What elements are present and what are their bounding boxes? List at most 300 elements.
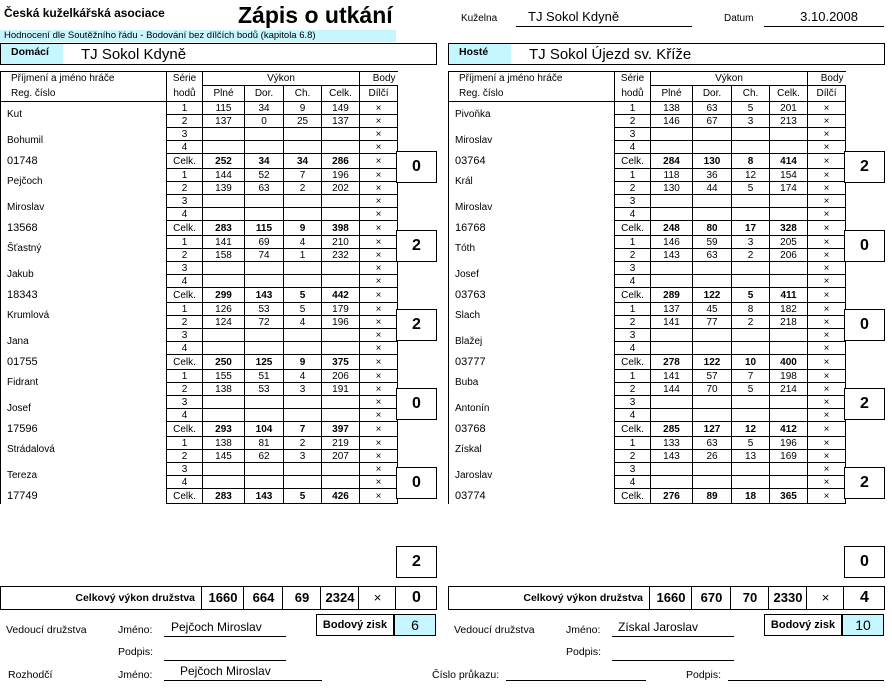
- serie-ch-cell[interactable]: [732, 409, 770, 422]
- total-dor-cell[interactable]: 122: [693, 288, 732, 303]
- serie-dor-cell[interactable]: [245, 463, 284, 476]
- player-surname: Kut: [1, 102, 167, 128]
- total-ch-cell[interactable]: 5: [284, 489, 322, 504]
- serie-plne-cell[interactable]: [651, 476, 693, 489]
- player-surname: Pejčoch: [1, 169, 167, 195]
- serie-plne-cell[interactable]: 145: [203, 450, 245, 463]
- dilci-cell: ×: [808, 195, 846, 208]
- serie-celk-cell[interactable]: [770, 463, 808, 476]
- serie-dor-cell[interactable]: 44: [693, 182, 732, 195]
- serie-celk-cell[interactable]: [770, 329, 808, 342]
- serie-celk-cell[interactable]: [770, 476, 808, 489]
- total-celk-cell[interactable]: 286: [322, 154, 360, 169]
- serie-ch-cell[interactable]: 13: [732, 450, 770, 463]
- serie-dor-cell[interactable]: [245, 262, 284, 275]
- player-surname: Slach: [449, 303, 615, 329]
- serie-number: 1: [615, 370, 651, 383]
- serie-ch-cell[interactable]: [284, 476, 322, 489]
- serie-number: 3: [167, 128, 203, 141]
- serie-number: 1: [167, 437, 203, 450]
- serie-plne-cell[interactable]: 141: [203, 236, 245, 249]
- total-dor-cell[interactable]: 125: [245, 355, 284, 370]
- serie-plne-cell[interactable]: 144: [203, 169, 245, 182]
- total-celk-cell[interactable]: 426: [322, 489, 360, 504]
- serie-dor-cell[interactable]: [693, 329, 732, 342]
- serie-number: 3: [167, 195, 203, 208]
- serie-ch-cell[interactable]: [732, 396, 770, 409]
- serie-ch-cell[interactable]: [284, 329, 322, 342]
- serie-dor-cell[interactable]: 63: [693, 249, 732, 262]
- serie-ch-cell[interactable]: 12: [732, 169, 770, 182]
- serie-plne-cell[interactable]: [651, 275, 693, 288]
- serie-ch-cell[interactable]: 5: [732, 437, 770, 450]
- serie-plne-cell[interactable]: 146: [651, 236, 693, 249]
- serie-plne-cell[interactable]: 115: [203, 102, 245, 115]
- serie-dor-cell[interactable]: [245, 128, 284, 141]
- serie-number: 4: [167, 141, 203, 154]
- serie-celk-cell[interactable]: 205: [770, 236, 808, 249]
- serie-plne-cell[interactable]: [651, 141, 693, 154]
- total-ch-cell[interactable]: 5: [732, 288, 770, 303]
- dilci-cell: ×: [808, 355, 846, 370]
- total-dor-cell[interactable]: 80: [693, 221, 732, 236]
- serie-dor-cell[interactable]: 62: [245, 450, 284, 463]
- serie-ch-cell[interactable]: [732, 275, 770, 288]
- serie-celk-cell[interactable]: 198: [770, 370, 808, 383]
- total-ch-cell[interactable]: 7: [284, 422, 322, 437]
- serie-celk-cell[interactable]: [322, 208, 360, 221]
- total-plne-cell[interactable]: 289: [651, 288, 693, 303]
- serie-ch-cell[interactable]: 5: [732, 182, 770, 195]
- serie-dor-cell[interactable]: [245, 141, 284, 154]
- serie-dor-cell[interactable]: [693, 476, 732, 489]
- serie-dor-cell[interactable]: [245, 275, 284, 288]
- total-plne-cell[interactable]: 252: [203, 154, 245, 169]
- serie-ch-cell[interactable]: [284, 128, 322, 141]
- serie-dor-cell[interactable]: [693, 409, 732, 422]
- player-firstname: Jaroslav: [449, 463, 615, 489]
- serie-plne-cell[interactable]: 146: [651, 115, 693, 128]
- serie-dor-cell[interactable]: [693, 141, 732, 154]
- serie-plne-cell[interactable]: 138: [651, 102, 693, 115]
- total-ch-cell[interactable]: 34: [284, 154, 322, 169]
- serie-dor-cell[interactable]: [245, 329, 284, 342]
- name-column-header: Příjmení a jméno hráče: [449, 72, 615, 86]
- serie-plne-cell[interactable]: [203, 275, 245, 288]
- serie-plne-cell[interactable]: 126: [203, 303, 245, 316]
- serie-dor-cell[interactable]: [245, 342, 284, 355]
- serie-ch-cell[interactable]: 9: [284, 102, 322, 115]
- serie-celk-cell[interactable]: [322, 342, 360, 355]
- serie-number: Celk.: [167, 422, 203, 437]
- serie-celk-cell[interactable]: [770, 208, 808, 221]
- serie-ch-cell[interactable]: [732, 195, 770, 208]
- serie-plne-cell[interactable]: 138: [203, 437, 245, 450]
- serie-ch-cell[interactable]: 4: [284, 236, 322, 249]
- serie-ch-cell[interactable]: 2: [284, 182, 322, 195]
- serie-ch-cell[interactable]: 7: [284, 169, 322, 182]
- serie-plne-cell[interactable]: 124: [203, 316, 245, 329]
- serie-celk-cell[interactable]: 202: [322, 182, 360, 195]
- serie-plne-cell[interactable]: [651, 329, 693, 342]
- serie-celk-cell[interactable]: [322, 195, 360, 208]
- serie-dor-cell[interactable]: 51: [245, 370, 284, 383]
- total-celk-cell[interactable]: 398: [322, 221, 360, 236]
- serie-celk-cell[interactable]: [322, 128, 360, 141]
- serie-number: 3: [167, 329, 203, 342]
- serie-ch-cell[interactable]: 2: [732, 316, 770, 329]
- total-plne-cell[interactable]: 276: [651, 489, 693, 504]
- ch-header: Ch.: [284, 86, 322, 102]
- serie-celk-cell[interactable]: [770, 409, 808, 422]
- serie-plne-cell[interactable]: [203, 342, 245, 355]
- home-total-celk: 2324: [320, 587, 359, 609]
- name-column-header: Příjmení a jméno hráče: [1, 72, 167, 86]
- serie-plne-cell[interactable]: [203, 128, 245, 141]
- serie-celk-cell[interactable]: [770, 262, 808, 275]
- serie-dor-cell[interactable]: 45: [693, 303, 732, 316]
- total-ch-cell[interactable]: 18: [732, 489, 770, 504]
- total-plne-cell[interactable]: 278: [651, 355, 693, 370]
- serie-dor-cell[interactable]: 72: [245, 316, 284, 329]
- table-row: [449, 396, 846, 409]
- serie-celk-cell[interactable]: [322, 329, 360, 342]
- dilci-cell: ×: [808, 409, 846, 422]
- serie-ch-cell[interactable]: [284, 409, 322, 422]
- reg-column-header: Reg. číslo: [449, 86, 615, 102]
- dilci-cell: ×: [808, 262, 846, 275]
- serie-ch-cell[interactable]: [732, 342, 770, 355]
- dilci-cell: ×: [808, 450, 846, 463]
- total-celk-cell[interactable]: 412: [770, 422, 808, 437]
- serie-plne-cell[interactable]: 143: [651, 450, 693, 463]
- serie-plne-cell[interactable]: [651, 342, 693, 355]
- dilci-cell: ×: [808, 303, 846, 316]
- serie-ch-cell[interactable]: 4: [284, 316, 322, 329]
- serie-dor-cell[interactable]: 69: [245, 236, 284, 249]
- serie-plne-cell[interactable]: 138: [203, 383, 245, 396]
- total-plne-cell[interactable]: 299: [203, 288, 245, 303]
- serie-plne-cell[interactable]: [651, 396, 693, 409]
- serie-celk-cell[interactable]: 149: [322, 102, 360, 115]
- serie-dor-cell[interactable]: 81: [245, 437, 284, 450]
- serie-celk-cell[interactable]: [322, 262, 360, 275]
- serie-celk-cell[interactable]: [322, 141, 360, 154]
- serie-ch-cell[interactable]: [732, 329, 770, 342]
- serie-dor-cell[interactable]: 0: [245, 115, 284, 128]
- serie-plne-cell[interactable]: 137: [651, 303, 693, 316]
- serie-dor-cell[interactable]: [693, 195, 732, 208]
- dilci-header: Dílčí: [808, 86, 846, 102]
- player-surname: Tóth: [449, 236, 615, 262]
- dilci-cell: ×: [360, 141, 398, 154]
- serie-celk-cell[interactable]: 219: [322, 437, 360, 450]
- serie-dor-cell[interactable]: [245, 396, 284, 409]
- date-field[interactable]: [764, 9, 884, 27]
- guest-leader-field[interactable]: [612, 620, 734, 637]
- total-dor-cell[interactable]: 127: [693, 422, 732, 437]
- home-signature-field[interactable]: [164, 644, 286, 661]
- home-leader-field[interactable]: [164, 620, 286, 637]
- serie-dor-cell[interactable]: [245, 409, 284, 422]
- total-dor-cell[interactable]: 89: [693, 489, 732, 504]
- serie-plne-cell[interactable]: [651, 409, 693, 422]
- serie-ch-cell[interactable]: 3: [284, 450, 322, 463]
- serie-ch-cell[interactable]: 7: [732, 370, 770, 383]
- serie-celk-cell[interactable]: 137: [322, 115, 360, 128]
- serie-plne-cell[interactable]: [203, 409, 245, 422]
- serie-celk-cell[interactable]: 196: [770, 437, 808, 450]
- guest-leader-name: Získal Jaroslav: [618, 620, 699, 634]
- player-reg-number: 01755: [1, 355, 167, 370]
- serie-plne-cell[interactable]: 155: [203, 370, 245, 383]
- serie-plne-cell[interactable]: 144: [651, 383, 693, 396]
- serie-plne-cell[interactable]: 143: [651, 249, 693, 262]
- total-plne-cell[interactable]: 285: [651, 422, 693, 437]
- serie-dor-cell[interactable]: [245, 476, 284, 489]
- serie-ch-cell[interactable]: 4: [284, 370, 322, 383]
- serie-plne-cell[interactable]: [651, 195, 693, 208]
- serie-dor-cell[interactable]: [693, 262, 732, 275]
- serie-dor-cell[interactable]: 67: [693, 115, 732, 128]
- serie-ch-cell[interactable]: 1: [284, 249, 322, 262]
- serie-ch-cell[interactable]: [284, 208, 322, 221]
- serie-ch-cell[interactable]: [284, 262, 322, 275]
- serie-celk-cell[interactable]: [770, 141, 808, 154]
- serie-celk-cell[interactable]: 201: [770, 102, 808, 115]
- venue-field[interactable]: [516, 9, 692, 27]
- total-celk-cell[interactable]: 365: [770, 489, 808, 504]
- serie-plne-cell[interactable]: [651, 463, 693, 476]
- serie-celk-cell[interactable]: [770, 195, 808, 208]
- serie-ch-cell[interactable]: 2: [732, 249, 770, 262]
- serie-plne-cell[interactable]: [651, 208, 693, 221]
- serie-dor-cell[interactable]: [693, 208, 732, 221]
- serie-celk-cell[interactable]: 218: [770, 316, 808, 329]
- serie-celk-cell[interactable]: [770, 396, 808, 409]
- serie-celk-cell[interactable]: 174: [770, 182, 808, 195]
- total-ch-cell[interactable]: 12: [732, 422, 770, 437]
- total-ch-cell[interactable]: 5: [284, 288, 322, 303]
- serie-celk-cell[interactable]: [322, 275, 360, 288]
- serie-dor-cell[interactable]: 52: [245, 169, 284, 182]
- serie-celk-cell[interactable]: 179: [322, 303, 360, 316]
- serie-dor-cell[interactable]: 74: [245, 249, 284, 262]
- serie-celk-cell[interactable]: 210: [322, 236, 360, 249]
- total-celk-cell[interactable]: 400: [770, 355, 808, 370]
- dilci-cell: ×: [360, 396, 398, 409]
- serie-ch-cell[interactable]: [732, 262, 770, 275]
- total-ch-cell[interactable]: 8: [732, 154, 770, 169]
- total-ch-cell[interactable]: 9: [284, 221, 322, 236]
- serie-dor-cell[interactable]: 63: [693, 437, 732, 450]
- serie-plne-cell[interactable]: 137: [203, 115, 245, 128]
- serie-dor-cell[interactable]: [693, 128, 732, 141]
- total-celk-cell[interactable]: 442: [322, 288, 360, 303]
- dilci-header: Dílčí: [360, 86, 398, 102]
- serie-dor-cell[interactable]: 36: [693, 169, 732, 182]
- serie-plne-cell[interactable]: [203, 208, 245, 221]
- serie-plne-cell[interactable]: 141: [651, 316, 693, 329]
- serie-ch-cell[interactable]: [284, 141, 322, 154]
- table-row: [1, 370, 398, 383]
- serie-celk-cell[interactable]: [770, 275, 808, 288]
- serie-plne-cell[interactable]: [203, 476, 245, 489]
- serie-celk-cell[interactable]: 206: [322, 370, 360, 383]
- serie-ch-cell[interactable]: 3: [732, 236, 770, 249]
- serie-celk-cell[interactable]: 196: [322, 316, 360, 329]
- serie-celk-cell[interactable]: [770, 128, 808, 141]
- total-ch-cell[interactable]: 10: [732, 355, 770, 370]
- referee-card-field[interactable]: [506, 664, 646, 681]
- serie-ch-cell[interactable]: 25: [284, 115, 322, 128]
- serie-dor-cell[interactable]: 57: [693, 370, 732, 383]
- total-dor-cell[interactable]: 130: [693, 154, 732, 169]
- serie-ch-cell[interactable]: [284, 396, 322, 409]
- serie-dor-cell[interactable]: [245, 195, 284, 208]
- serie-celk-cell[interactable]: 196: [322, 169, 360, 182]
- total-plne-cell[interactable]: 250: [203, 355, 245, 370]
- serie-dor-cell[interactable]: 53: [245, 303, 284, 316]
- serie-plne-cell[interactable]: 130: [651, 182, 693, 195]
- serie-ch-cell[interactable]: 8: [732, 303, 770, 316]
- serie-dor-cell[interactable]: 59: [693, 236, 732, 249]
- table-row: [1, 169, 398, 182]
- serie-plne-cell[interactable]: [203, 141, 245, 154]
- player-reg-number: 01748: [1, 154, 167, 169]
- player-firstname: Miroslav: [1, 195, 167, 221]
- serie-celk-cell[interactable]: [322, 396, 360, 409]
- serie-celk-cell[interactable]: 191: [322, 383, 360, 396]
- total-plne-cell[interactable]: 283: [203, 489, 245, 504]
- serie-plne-cell[interactable]: [203, 262, 245, 275]
- venue-value: TJ Sokol Kdyně: [528, 9, 620, 24]
- serie-dor-cell[interactable]: 70: [693, 383, 732, 396]
- serie-dor-cell[interactable]: 53: [245, 383, 284, 396]
- serie-plne-cell[interactable]: [203, 396, 245, 409]
- total-celk-cell[interactable]: 414: [770, 154, 808, 169]
- referee-signature-field[interactable]: [728, 664, 884, 681]
- serie-dor-cell[interactable]: 63: [693, 102, 732, 115]
- serie-celk-cell[interactable]: 206: [770, 249, 808, 262]
- total-dor-cell[interactable]: 104: [245, 422, 284, 437]
- total-ch-cell[interactable]: 17: [732, 221, 770, 236]
- total-celk-cell[interactable]: 328: [770, 221, 808, 236]
- serie-ch-cell[interactable]: 3: [284, 383, 322, 396]
- serie-celk-cell[interactable]: 232: [322, 249, 360, 262]
- serie-plne-cell[interactable]: [203, 329, 245, 342]
- serie-ch-cell[interactable]: [732, 141, 770, 154]
- serie-celk-cell[interactable]: 182: [770, 303, 808, 316]
- total-dor-cell[interactable]: 143: [245, 288, 284, 303]
- serie-dor-cell[interactable]: [245, 208, 284, 221]
- serie-dor-cell[interactable]: [693, 463, 732, 476]
- dilci-cell: ×: [360, 154, 398, 169]
- serie-celk-cell[interactable]: 154: [770, 169, 808, 182]
- total-celk-cell[interactable]: 375: [322, 355, 360, 370]
- serie-ch-cell[interactable]: [284, 275, 322, 288]
- serie-plne-cell[interactable]: 139: [203, 182, 245, 195]
- player-firstname: Tereza: [1, 463, 167, 489]
- table-row: [1, 154, 398, 169]
- serie-ch-cell[interactable]: 2: [284, 437, 322, 450]
- serie-dor-cell[interactable]: [693, 396, 732, 409]
- serie-ch-cell[interactable]: [732, 463, 770, 476]
- serie-plne-cell[interactable]: [651, 128, 693, 141]
- total-plne-cell[interactable]: 248: [651, 221, 693, 236]
- serie-ch-cell[interactable]: 5: [284, 303, 322, 316]
- total-celk-cell[interactable]: 397: [322, 422, 360, 437]
- total-dor-cell[interactable]: 143: [245, 489, 284, 504]
- guest-signature-field[interactable]: [612, 644, 734, 661]
- serie-ch-cell[interactable]: [732, 476, 770, 489]
- serie-number: 4: [615, 141, 651, 154]
- serie-celk-cell[interactable]: 214: [770, 383, 808, 396]
- total-ch-cell[interactable]: 9: [284, 355, 322, 370]
- body-header: Body: [808, 72, 846, 86]
- player-reg-number: 13568: [1, 221, 167, 236]
- serie-dor-cell[interactable]: 26: [693, 450, 732, 463]
- serie-ch-cell[interactable]: [732, 128, 770, 141]
- serie-number: 2: [167, 182, 203, 195]
- total-plne-cell[interactable]: 284: [651, 154, 693, 169]
- referee-name-field[interactable]: [164, 664, 322, 681]
- total-plne-cell[interactable]: 283: [203, 221, 245, 236]
- serie-ch-cell[interactable]: [284, 342, 322, 355]
- total-dor-cell[interactable]: 115: [245, 221, 284, 236]
- player-firstname: Josef: [449, 262, 615, 288]
- serie-ch-cell[interactable]: 5: [732, 383, 770, 396]
- serie-number: 1: [167, 370, 203, 383]
- serie-celk-cell[interactable]: [770, 342, 808, 355]
- serie-celk-cell[interactable]: [322, 476, 360, 489]
- serie-dor-cell[interactable]: 77: [693, 316, 732, 329]
- serie-celk-cell[interactable]: 213: [770, 115, 808, 128]
- player-reg-number: 03768: [449, 422, 615, 437]
- serie-ch-cell[interactable]: [732, 208, 770, 221]
- serie-ch-cell[interactable]: 3: [732, 115, 770, 128]
- serie-ch-cell[interactable]: [284, 463, 322, 476]
- serie-celk-cell[interactable]: [322, 409, 360, 422]
- serie-plne-cell[interactable]: 141: [651, 370, 693, 383]
- home-total-dor: 664: [243, 587, 283, 609]
- serie-number: 4: [167, 476, 203, 489]
- serie-plne-cell[interactable]: [651, 262, 693, 275]
- guest-total-plne: 1660: [649, 587, 692, 609]
- total-plne-cell[interactable]: 293: [203, 422, 245, 437]
- total-dor-cell[interactable]: 34: [245, 154, 284, 169]
- serie-celk-cell[interactable]: 169: [770, 450, 808, 463]
- serie-dor-cell[interactable]: 63: [245, 182, 284, 195]
- total-celk-cell[interactable]: 411: [770, 288, 808, 303]
- serie-plne-cell[interactable]: 158: [203, 249, 245, 262]
- serie-celk-cell[interactable]: 207: [322, 450, 360, 463]
- total-dor-cell[interactable]: 122: [693, 355, 732, 370]
- serie-dor-cell[interactable]: [693, 342, 732, 355]
- serie-dor-cell[interactable]: [693, 275, 732, 288]
- table-row: [1, 102, 398, 115]
- serie-ch-cell[interactable]: 5: [732, 102, 770, 115]
- serie-header: Série: [615, 72, 651, 86]
- serie-ch-cell[interactable]: [284, 195, 322, 208]
- serie-plne-cell[interactable]: [203, 195, 245, 208]
- serie-celk-cell[interactable]: [322, 463, 360, 476]
- serie-dor-cell[interactable]: 34: [245, 102, 284, 115]
- serie-plne-cell[interactable]: 133: [651, 437, 693, 450]
- serie-plne-cell[interactable]: [203, 463, 245, 476]
- serie-plne-cell[interactable]: 118: [651, 169, 693, 182]
- player-firstname: Jana: [1, 329, 167, 355]
